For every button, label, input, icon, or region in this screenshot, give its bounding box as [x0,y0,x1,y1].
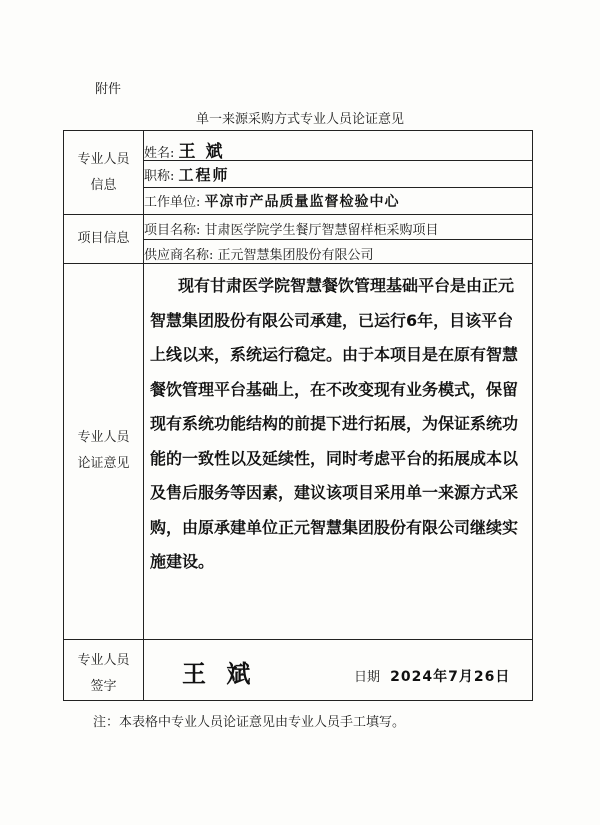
name-row [144,137,224,162]
project-info-label: 项目信息 [77,231,130,246]
section-divider [64,263,532,264]
project-name-row [144,219,439,238]
name-value: 王 斌 [178,142,225,162]
title-row [144,164,230,185]
opinion-label: 专业人员 论证意见 [77,430,130,471]
date-label: 日期 [354,670,381,685]
title-value: 工程师 [178,166,230,184]
name-label: 姓名: [144,146,175,161]
employer-label: 工作单位: [144,195,201,210]
opinion-form [63,130,533,701]
document-title: 单一来源采购方式专业人员论证意见 [195,112,404,127]
expert-info-label: 专业人员 信息 [77,152,130,193]
signature-label: 专业人员 签字 [77,653,130,694]
attachment-label: 附件 [95,82,122,97]
project-name-value: 甘肃医学院学生餐厅智慧留样柜采购项目 [204,223,439,238]
date-value: 2024年7月26日 [390,669,511,685]
section-divider [64,639,532,640]
row-divider [144,187,532,188]
supplier-row [144,244,374,263]
opinion-text: 现有甘肃医学院智慧餐饮管理基础平台是由正元智慧集团股份有限公司承建，已运行6年，目该平台上线以来，系统运行稳定。由于本项目是在原有智慧餐饮管理平台基础上，在不改变现有业务模式，保留现有系统功能结构的前提下进行拓展，为保证系统功能的一致性以及延续性，同时考虑平台的拓展成本以及售后服务等因素，建议该项目采用单一来源方式采购，由原承建单位正元智慧集团股份有限公司继续实施建设。 [150,276,519,571]
section-divider [64,214,532,215]
date-row [354,666,510,686]
supplier-label: 供应商名称: [144,248,214,263]
employer-value: 平凉市产品质量监督检验中心 [204,194,400,210]
project-name-label: 项目名称: [144,223,201,238]
signature-value: 王 斌 [182,660,257,688]
supplier-value: 正元智慧集团股份有限公司 [217,248,374,263]
footnote: 注：本表格中专业人员论证意见由专业人员手工填写。 [93,715,406,730]
row-divider [144,239,532,240]
column-divider [143,131,144,700]
title-label: 职称: [144,169,175,184]
employer-row [144,191,400,211]
